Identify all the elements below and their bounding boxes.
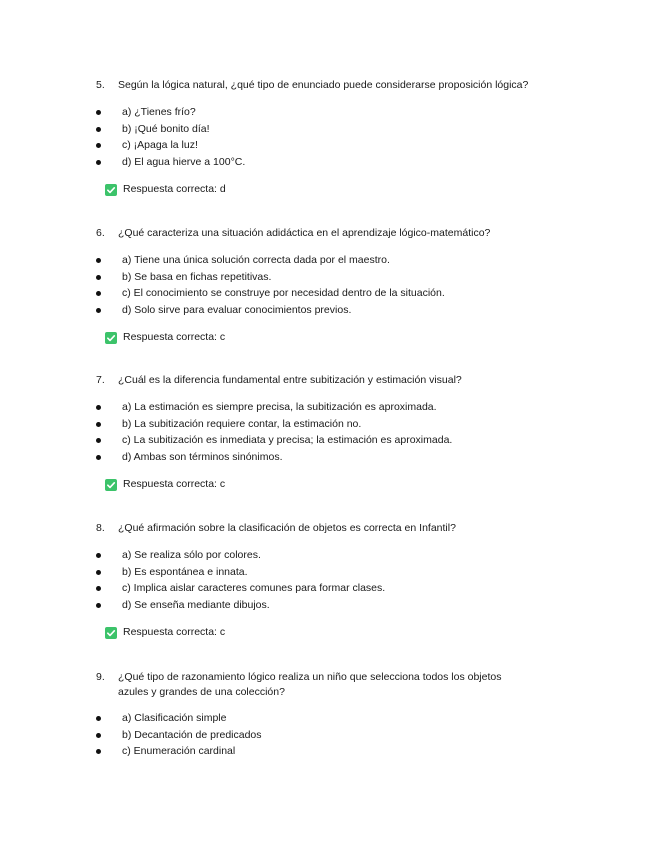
option-text: d) El agua hierve a 100°C. <box>122 155 246 168</box>
bullet-icon <box>96 553 101 558</box>
check-icon <box>105 184 117 196</box>
option-text: c) Implica aislar caracteres comunes para formar clases. <box>122 582 386 594</box>
bullet-icon <box>96 733 101 738</box>
option-text: b) Se basa en fichas repetitivas. <box>122 270 272 283</box>
option-item <box>96 302 566 319</box>
option-item <box>96 416 566 433</box>
options-list <box>96 399 566 465</box>
question-text: ¿Qué caracteriza una situación adidáctica en el aprendizaje lógico-matemático? <box>118 227 491 239</box>
option-text: c) El conocimiento se construye por necesidad dentro de la situación. <box>122 287 445 299</box>
bullet-icon <box>96 291 101 296</box>
option-item <box>96 137 566 154</box>
question-7 <box>96 373 566 492</box>
option-item <box>96 449 566 466</box>
bullet-icon <box>96 422 101 427</box>
option-text: b) Decantación de predicados <box>122 728 262 741</box>
option-text: a) ¿Tienes frío? <box>122 106 196 118</box>
check-icon <box>105 332 117 344</box>
bullet-icon <box>96 586 101 591</box>
question-number: 6. <box>96 227 105 239</box>
option-text: a) Se realiza sólo por colores. <box>122 549 261 561</box>
option-text: b) La subitización requiere contar, la estimación no. <box>122 417 362 430</box>
bullet-icon <box>96 127 101 132</box>
answer-text: Respuesta correcta: c <box>123 478 226 490</box>
option-item <box>96 269 566 286</box>
option-item <box>96 121 566 138</box>
option-text: b) ¡Qué bonito día! <box>122 122 210 135</box>
question-text: Según la lógica natural, ¿qué tipo de enunciado puede considerarse proposición lógica? <box>118 79 529 91</box>
question-text: ¿Qué afirmación sobre la clasificación de objetos es correcta en Infantil? <box>118 522 456 534</box>
option-text: a) Tiene una única solución correcta dada por el maestro. <box>122 254 390 266</box>
question-title <box>96 521 566 536</box>
bullet-icon <box>96 716 101 721</box>
option-text: d) Solo sirve para evaluar conocimientos previos. <box>122 303 352 316</box>
bullet-icon <box>96 603 101 608</box>
option-text: c) La subitización es inmediata y precisa; la estimación es aproximada. <box>122 434 453 446</box>
bullet-icon <box>96 275 101 280</box>
options-list <box>96 547 566 613</box>
question-number: 5. <box>96 79 105 91</box>
option-item <box>96 154 566 171</box>
question-title <box>96 373 566 388</box>
answer-text: Respuesta correcta: c <box>123 626 226 638</box>
bullet-icon <box>96 258 101 263</box>
bullet-icon <box>96 143 101 148</box>
options-list <box>96 252 566 318</box>
option-item <box>96 547 566 564</box>
bullet-icon <box>96 308 101 313</box>
question-8 <box>96 521 566 640</box>
option-text: a) Clasificación simple <box>122 712 227 724</box>
question-number: 8. <box>96 522 105 534</box>
options-list <box>96 710 566 760</box>
bullet-icon <box>96 405 101 410</box>
correct-answer <box>105 625 566 640</box>
question-number: 7. <box>96 374 105 386</box>
option-text: d) Ambas son términos sinónimos. <box>122 450 283 463</box>
question-title <box>96 78 566 93</box>
option-item <box>96 104 566 121</box>
option-text: d) Se enseña mediante dibujos. <box>122 598 270 611</box>
option-item <box>96 432 566 449</box>
correct-answer <box>105 330 566 345</box>
options-list <box>96 104 566 170</box>
option-text: b) Es espontánea e innata. <box>122 565 248 578</box>
question-9 <box>96 670 566 760</box>
option-text: a) La estimación es siempre precisa, la subitización es aproximada. <box>122 401 437 413</box>
option-text: c) ¡Apaga la luz! <box>122 139 198 151</box>
correct-answer <box>105 182 566 197</box>
option-text: c) Enumeración cardinal <box>122 745 236 757</box>
option-item <box>96 580 566 597</box>
bullet-icon <box>96 749 101 754</box>
question-number: 9. <box>96 671 105 683</box>
question-text: ¿Cuál es la diferencia fundamental entre subitización y estimación visual? <box>118 374 462 386</box>
question-5 <box>96 78 566 197</box>
check-icon <box>105 627 117 639</box>
question-6 <box>96 226 566 345</box>
option-item <box>96 399 566 416</box>
option-item <box>96 743 566 760</box>
bullet-icon <box>96 438 101 443</box>
bullet-icon <box>96 455 101 460</box>
option-item <box>96 727 566 744</box>
option-item <box>96 710 566 727</box>
option-item <box>96 252 566 269</box>
question-title <box>96 670 566 700</box>
bullet-icon <box>96 110 101 115</box>
bullet-icon <box>96 160 101 165</box>
answer-text: Respuesta correcta: d <box>123 183 226 195</box>
question-text: ¿Qué tipo de razonamiento lógico realiza un niño que selecciona todos los objetos azules y grandes de una colección? <box>118 671 502 698</box>
question-title <box>96 226 566 241</box>
bullet-icon <box>96 570 101 575</box>
option-item <box>96 564 566 581</box>
answer-text: Respuesta correcta: c <box>123 331 226 343</box>
check-icon <box>105 479 117 491</box>
option-item <box>96 597 566 614</box>
correct-answer <box>105 477 566 492</box>
option-item <box>96 285 566 302</box>
